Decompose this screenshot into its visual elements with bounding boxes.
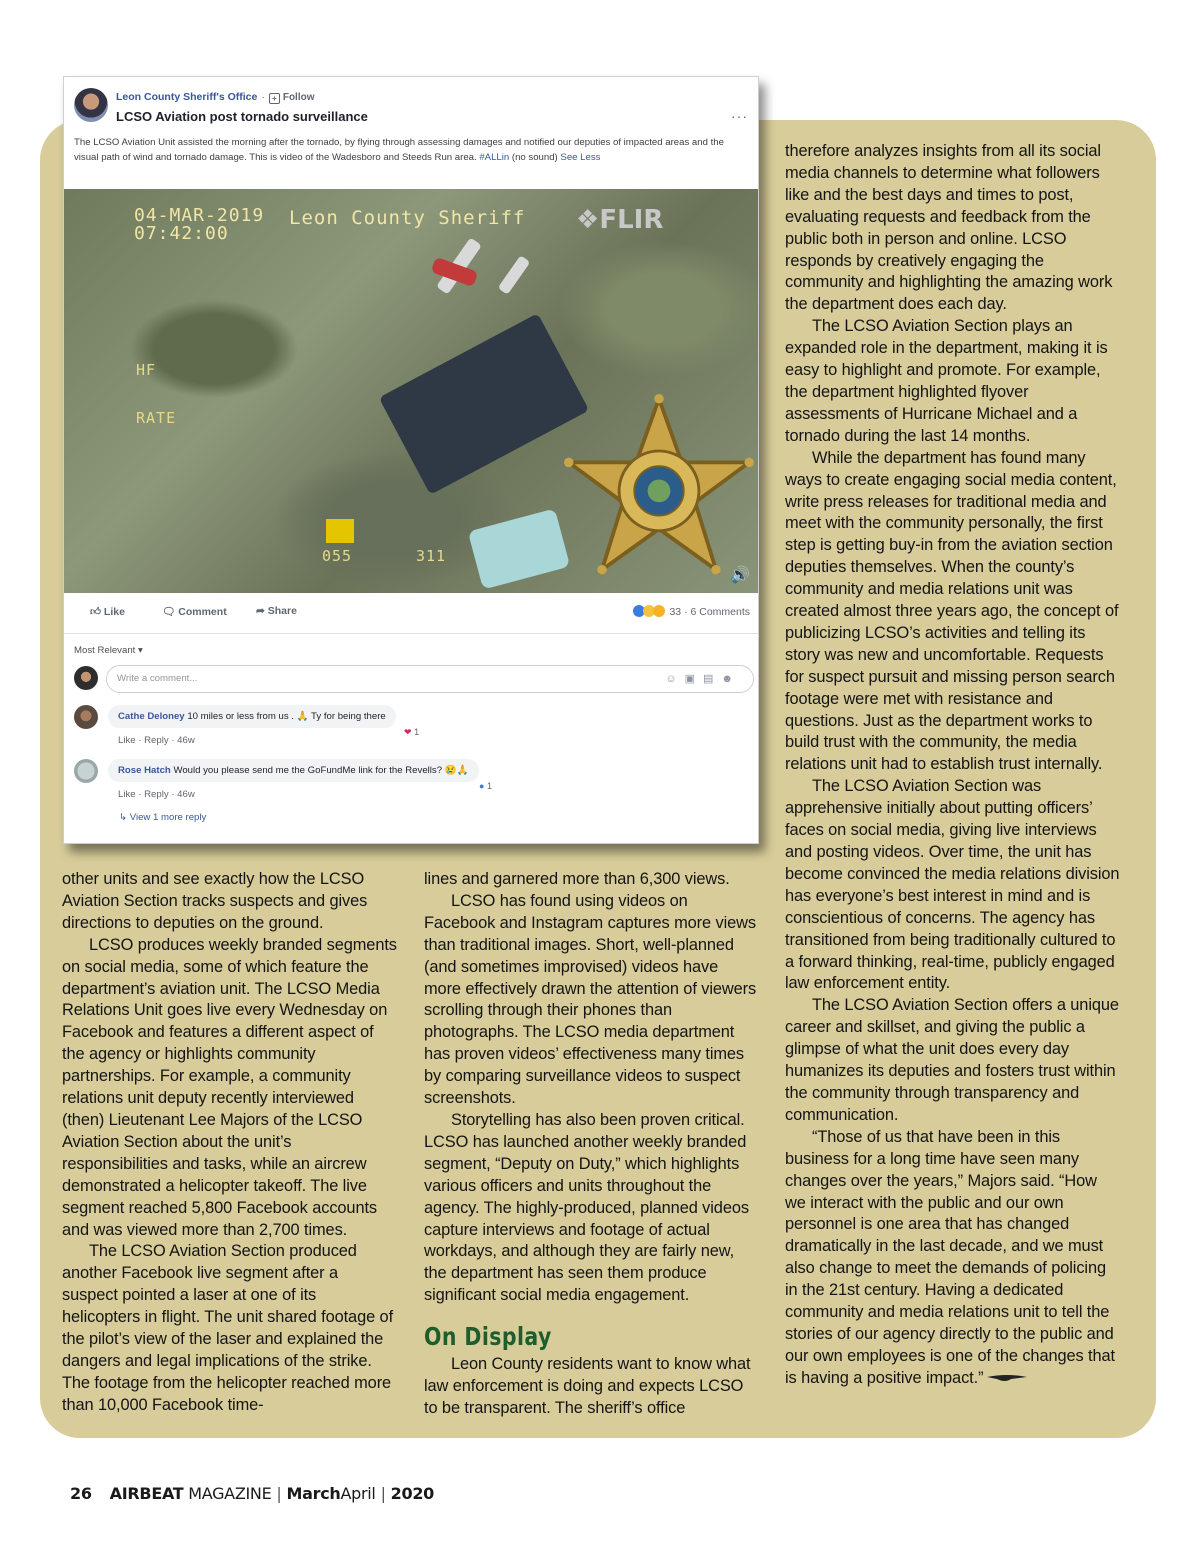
article-column-2 [424,869,759,1420]
comment-meta[interactable]: Like · Reply · 46w [118,735,195,746]
paragraph: lines and garnered more than 6,300 views. [424,870,730,888]
video-overlay-title: Leon County Sheriff [289,207,526,229]
caret-down-icon: ▾ [138,645,143,656]
like-icon: ● [479,781,485,791]
comment-reaction[interactable]: ● 1 [479,781,492,791]
follow-icon: + [269,93,280,104]
commenter-name[interactable]: Rose Hatch [118,765,171,776]
paragraph: The LCSO Aviation Section produced another Facebook live segment after a suspect pointed a laser at one of its helicopters in flight. The unit shared footage of the pilot’s view of the laser and explained the dangers and legal implications of the strike. The footage from the helicopter reached more than 10,000 Facebook time- [62,1242,394,1414]
video-label-rate: RATE [136,409,177,427]
comment-icon: 🗨︎ [162,606,176,618]
view-more-replies-link[interactable]: ↳ View 1 more reply [119,812,207,823]
issue-month-2: April [340,1484,376,1503]
page-avatar[interactable] [74,88,108,122]
more-options-icon[interactable]: ··· [731,108,748,124]
post-description: The LCSO Aviation Unit assisted the morning after the tornado, by flying through assessing damages and notified our deputies of impacted areas and the visual path of wind and tornado damage. This is video of the Wadesboro and Steeds Run area. #ALLin (no sound) See Less [74,137,724,163]
section-heading: On Display [424,1322,552,1352]
paragraph: While the department has found many ways to create engaging social media content, write press releases for traditional media and meet with the community personally, the first step is getting buy-in from the aviation section deputies themselves. When the county’s community and media relations unit was created almost three years ago, the concept of publicizing LCSO’s activities and telling its story was new and uncomfortable. Requests for suspect pursuit and missing person search footage were met with resistance and questions. Just as the department works to build trust with the community, the media relations unit had to establish trust internally. [785,448,1119,774]
comment-bubble: Cathe Deloney 10 miles or less from us . 🙏 Ty for being there [108,705,396,728]
hashtag-link[interactable]: #ALLin [479,152,510,163]
page-number: 26 [70,1484,92,1503]
follow-button[interactable]: + Follow [269,92,315,103]
issue-year: 2020 [390,1484,434,1503]
video-label-hf: HF [136,361,157,379]
article-column-1 [62,869,398,1417]
closing-quote: “Those of us that have been in this business for a long time have seen many changes over the years,” Majors said. “How we interact with the public and our own personnel is one area that has changed dramatically in the last decade, and we must also change to meet the demands of policing in the 21st century. Having a dedicated community and media relations unit to tell the stories of our agency directly to the public and our own employees is one of the changes that is having a positive impact.” [785,1127,1115,1387]
wow-reaction-icon [653,605,665,617]
paragraph: Storytelling has also been proven critical. LCSO has launched another weekly branded segment, “Deputy on Duty,” which highlights various officers and units throughout the agency. The highly-produced, planned videos capture interviews and footage of actual workdays, and although they are fairly new, the department has seen them produce significant social media engagement. [424,1110,749,1305]
commenter-avatar[interactable] [74,705,98,729]
share-icon: ➦ [256,605,265,617]
sticker-icon[interactable]: ☻ [721,673,741,685]
paragraph: LCSO has found using videos on Facebook and Instagram captures more views than traditional images. Short, well-planned (and sometimes improvised) videos have more effectively drawn the attention of viewers scrolling through their phones than photographs. The LCSO media department has proven videos’ effectiveness many times by comparing surveillance videos to suspect screenshots. [424,891,757,1108]
reactions-summary[interactable]: 33 · 6 Comments [633,605,750,618]
video-marker [326,519,354,543]
video-house-roof [379,313,590,495]
paragraph: other units and see exactly how the LCSO Aviation Section tracks suspects and gives directions to deputies on the ground. [62,870,368,932]
video-player[interactable] [64,189,758,593]
paragraph: therefore analyzes insights from all its social media channels to determine what followers like and the best days and times to post, evaluating requests and feedback from the public both in person and online. LCSO responds by creatively engaging the community and highlighting the amazing work the department does each day. [785,142,1113,314]
magazine-word: MAGAZINE [188,1484,272,1503]
viewer-avatar [74,666,98,690]
commenter-name[interactable]: Cathe Deloney [118,711,185,722]
facebook-post-card [63,76,759,844]
like-button[interactable]: 👍︎ Like [90,606,125,618]
paragraph: LCSO produces weekly branded segments on social media, some of which feature the department’s aviation unit. The LCSO Media Relations Unit goes live every Wednesday on Facebook and features a different aspect of the agency or highlights community partnerships. For example, a community relations unit deputy recently interviewed (then) Lieutenant Lee Majors of the LCSO Aviation Section about the unit’s responsibilities and tasks, while an aircrew demonstrated a helicopter takeoff. The live segment reached 5,800 Facebook accounts and was viewed more than 2,700 times. [62,935,397,1239]
write-comment-input[interactable]: Write a comment... ☺▣▤☻ [106,665,754,693]
paragraph: Leon County residents want to know what law enforcement is doing and expects LCSO to be transparent. The sheriff’s office [424,1355,751,1417]
comment-tools [655,666,741,692]
thumbs-up-icon: 👍︎ [90,606,101,618]
paragraph: The LCSO Aviation Section offers a unique career and skillset, and giving the public a glimpse of what the unit does every day humanizes its deputies and fosters trust within the community through transparency and communication. [785,996,1119,1124]
page-name-row: Leon County Sheriff's Office · + Follow [116,91,315,103]
heart-icon: ❤ [404,727,412,737]
video-number-right: 311 [416,547,447,565]
video-vehicle [498,255,531,295]
camera-icon[interactable]: ▣ [684,673,704,685]
emoji-icon[interactable]: ☺ [665,673,685,685]
comment-meta[interactable]: Like · Reply · 46w [118,789,195,800]
issue-month-1: March [286,1484,341,1503]
paragraph: The LCSO Aviation Section plays an expanded role in the department, making it is easy to highlight and promote. For example, the department highlighted flyover assessments of Hurricane Michael and a tornado during the last 14 months. [785,317,1108,445]
post-title: LCSO Aviation post tornado surveillance [116,109,368,124]
comment-sort-dropdown[interactable]: Most Relevant ▾ [74,645,143,656]
page-footer: 26 AIRBEAT MAGAZINE | MarchApril | 2020 [70,1484,434,1503]
see-less-link[interactable]: See Less [560,152,601,163]
reply-arrow-icon: ↳ [119,812,128,823]
video-date: 04-MAR-2019 [134,205,265,226]
commenter-avatar[interactable] [74,759,98,783]
paragraph [785,1127,1121,1390]
magazine-brand: AIRBEAT [109,1484,184,1503]
article-column-3 [785,141,1121,1390]
volume-icon[interactable]: 🔊 [730,567,750,584]
comment-reaction[interactable]: ❤ 1 [404,727,420,737]
end-of-article-helicopter-icon [987,1373,1027,1383]
sheriff-star-badge-icon [564,394,754,584]
share-button[interactable]: ➦ Share [256,605,297,617]
paragraph: The LCSO Aviation Section was apprehensive initially about putting officers’ faces on social media, giving live interviews and posting videos. Over time, the unit has become convinced the media relations division has everyone’s best interest in mind and is conscientious of concerns. The agency has transitioned from being traditionally cultured to a forward thinking, real-time, publicly engaged law enforcement entity. [785,777,1120,993]
comment-bubble: Rose Hatch Would you please send me the GoFundMe link for the Revells? 😢🙏 [108,759,479,782]
video-number-left: 055 [322,547,353,565]
page-name-link[interactable]: Leon County Sheriff's Office [116,91,258,103]
flir-logo: ❖FLIR [576,205,664,235]
video-time: 07:42:00 [134,223,229,244]
divider [64,633,758,634]
comment-button[interactable]: 🗨︎ Comment [162,606,227,618]
video-pool [468,508,570,589]
gif-icon[interactable]: ▤ [703,673,722,685]
